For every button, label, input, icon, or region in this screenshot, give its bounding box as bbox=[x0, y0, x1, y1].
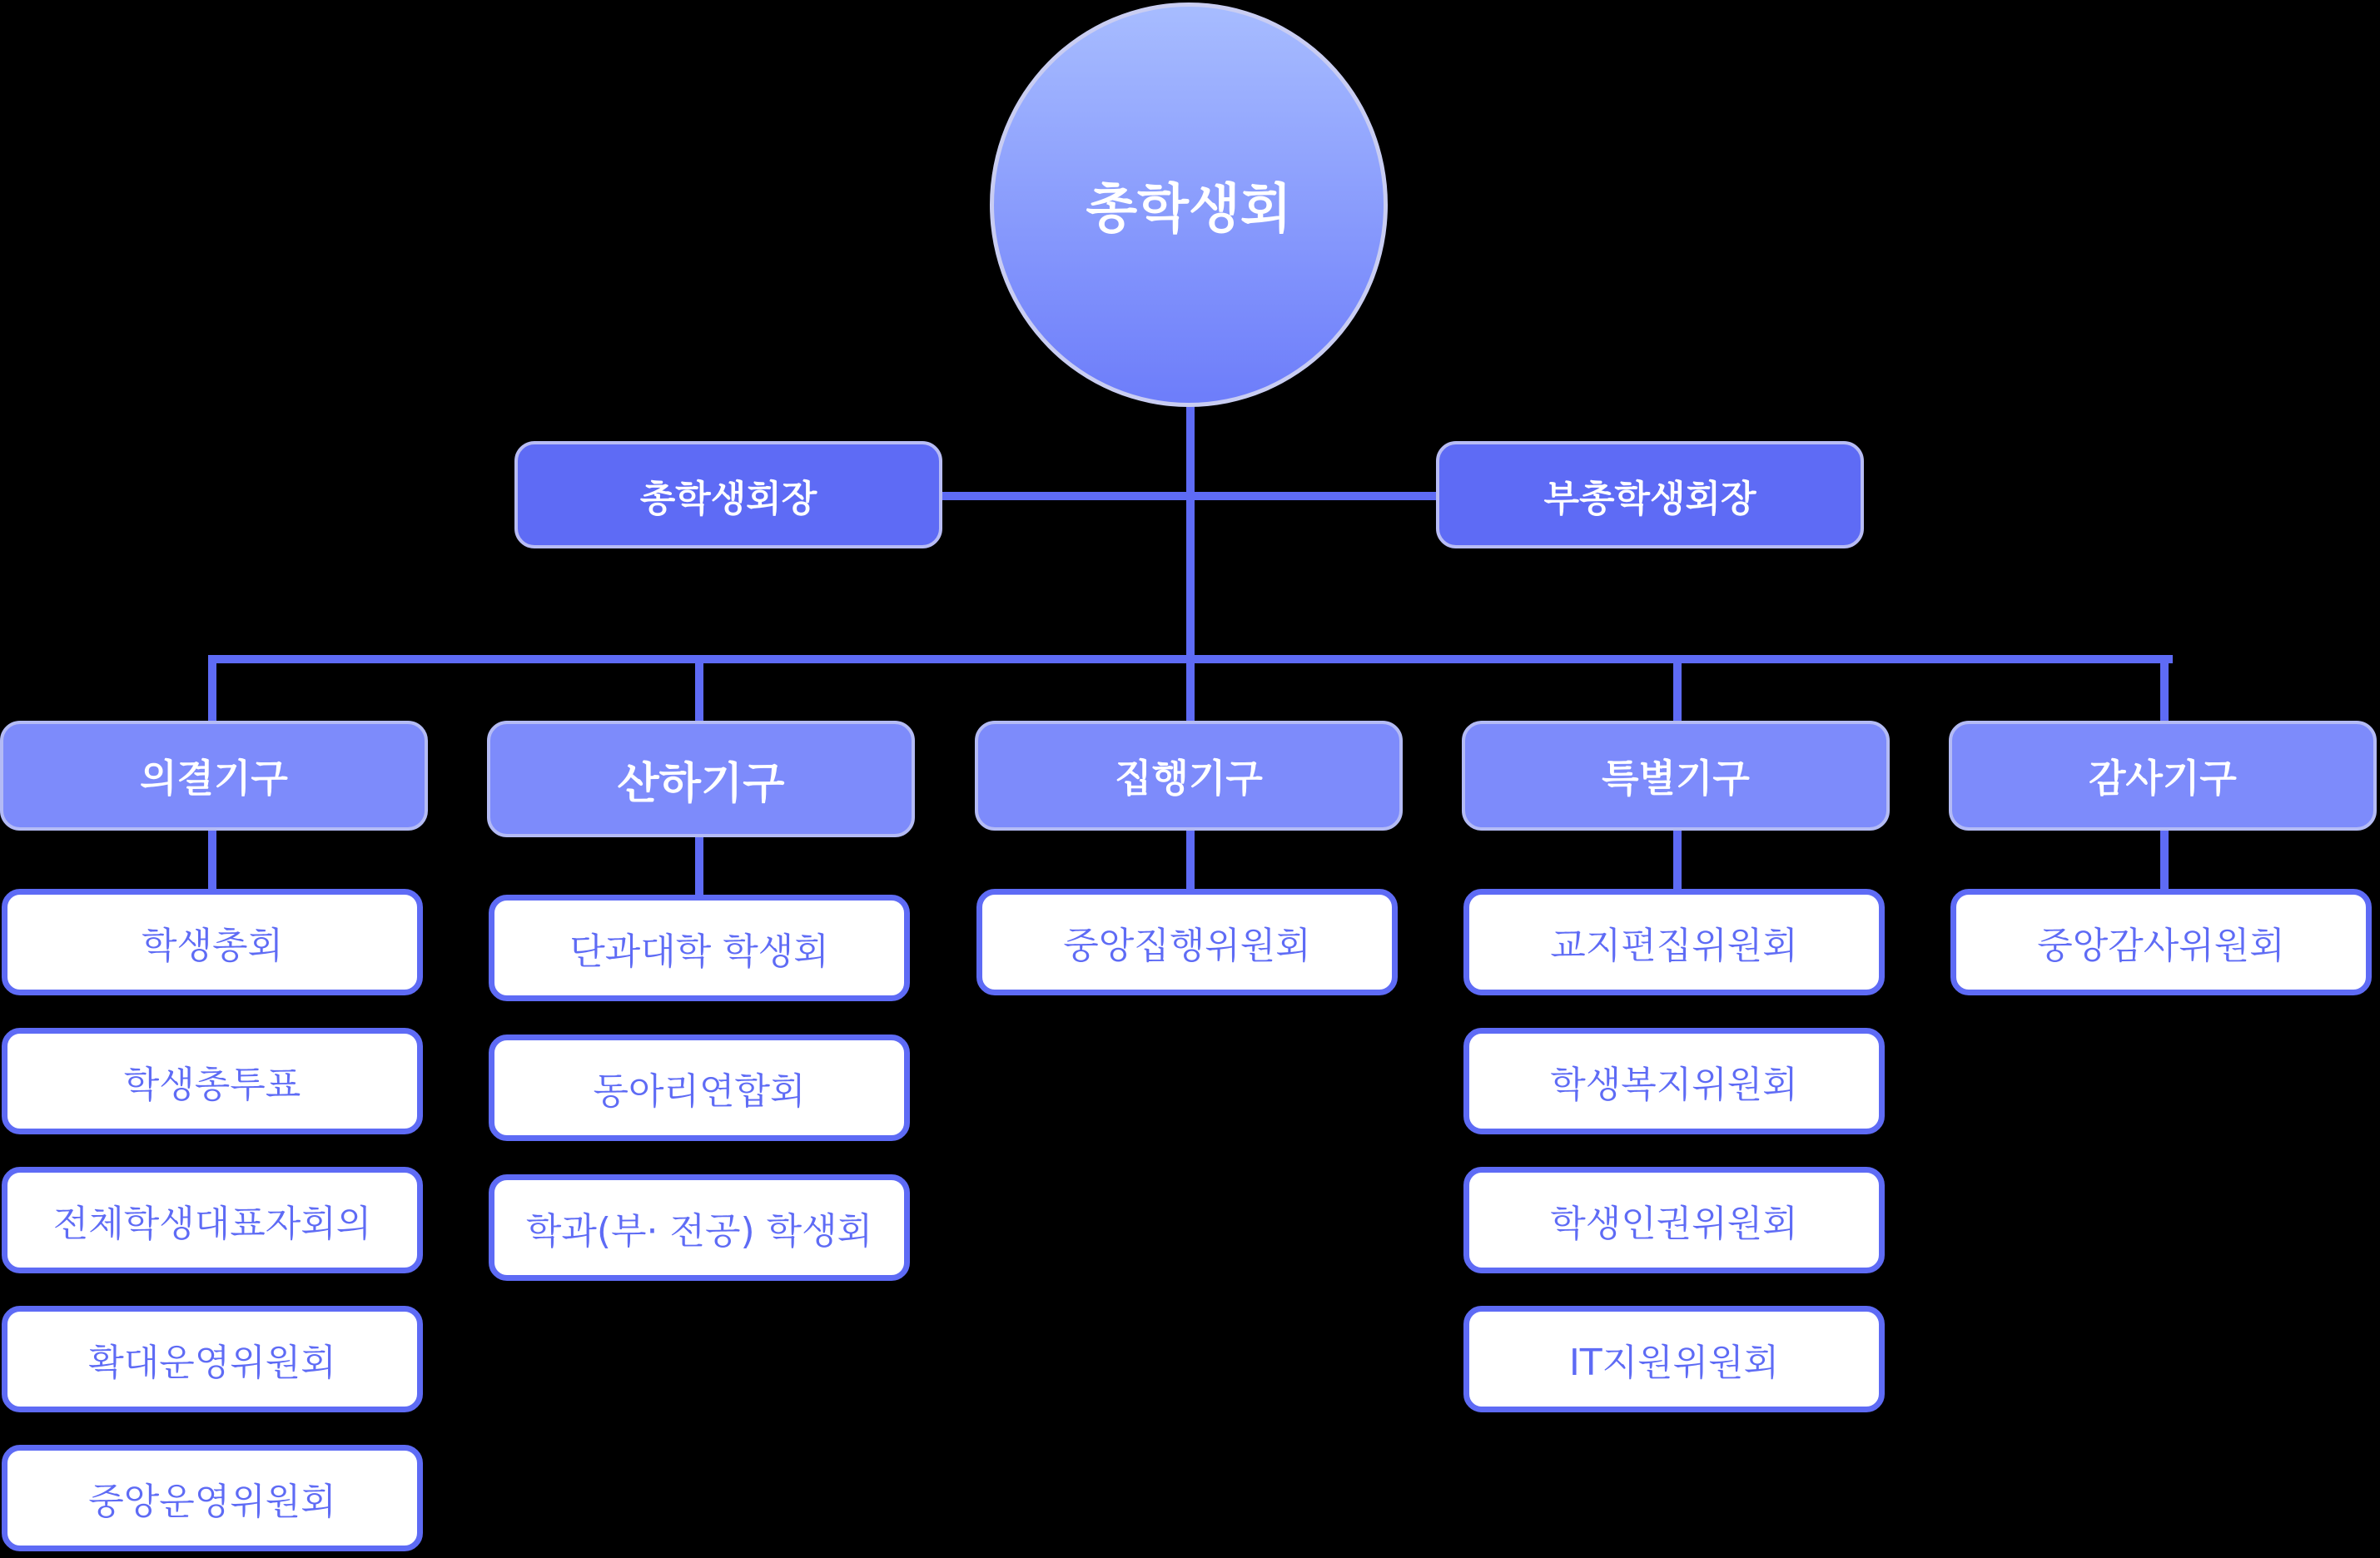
child-line-2 bbox=[1186, 828, 1195, 891]
child-label: IT지원위원회 bbox=[1568, 1342, 1780, 1384]
root-label: 총학생회 bbox=[1086, 179, 1292, 241]
child-node bbox=[489, 1174, 910, 1281]
child-label: 확대운영위원회 bbox=[88, 1342, 336, 1384]
drop-line-0 bbox=[208, 655, 216, 722]
child-line-4 bbox=[2160, 828, 2169, 891]
child-node bbox=[1463, 889, 1885, 995]
child-node bbox=[1463, 1306, 1885, 1412]
category-label: 집행기구 bbox=[1115, 756, 1263, 801]
child-node bbox=[1463, 1167, 1885, 1273]
category-decision bbox=[0, 721, 428, 831]
officer-line bbox=[937, 492, 1436, 500]
child-label: 학생총회 bbox=[141, 925, 283, 967]
drop-line-4 bbox=[2160, 655, 2169, 722]
child-node bbox=[489, 895, 910, 1001]
category-special bbox=[1462, 721, 1890, 831]
child-node bbox=[1950, 889, 2372, 995]
child-node bbox=[2, 889, 423, 995]
category-label: 산하기구 bbox=[617, 758, 785, 809]
child-label: 단과대학 학생회 bbox=[569, 930, 829, 973]
category-label: 감사기구 bbox=[2089, 756, 2237, 801]
child-label: 학생복지위원회 bbox=[1550, 1064, 1798, 1106]
child-label: 교지편집위원회 bbox=[1550, 925, 1798, 967]
drop-line-2 bbox=[1186, 655, 1195, 722]
category-label: 의결기구 bbox=[140, 756, 288, 801]
category-label: 특별기구 bbox=[1602, 756, 1750, 801]
drop-line-1 bbox=[695, 655, 703, 722]
officer-president-label: 총학생회장 bbox=[639, 477, 817, 520]
category-affiliated bbox=[487, 721, 915, 837]
child-label: 전체학생대표자회의 bbox=[52, 1203, 372, 1245]
child-label: 동아리연합회 bbox=[593, 1070, 806, 1113]
child-label: 학생인권위원회 bbox=[1550, 1203, 1798, 1245]
child-node bbox=[2, 1167, 423, 1273]
officer-vice-president bbox=[1436, 441, 1864, 548]
child-label: 학과(부· 전공) 학생회 bbox=[525, 1210, 873, 1253]
child-line-3 bbox=[1673, 828, 1682, 891]
child-label: 학생총투표 bbox=[123, 1064, 301, 1106]
child-label: 중앙운영위원회 bbox=[88, 1481, 336, 1523]
child-node bbox=[2, 1445, 423, 1551]
category-executive bbox=[975, 721, 1403, 831]
trunk-line bbox=[1186, 404, 1195, 663]
officer-vice-president-label: 부총학생회장 bbox=[1543, 477, 1756, 520]
root-node bbox=[990, 2, 1388, 407]
child-node bbox=[2, 1028, 423, 1134]
child-label: 중앙감사위원회 bbox=[2037, 925, 2285, 967]
drop-line-3 bbox=[1673, 655, 1682, 722]
child-node bbox=[1463, 1028, 1885, 1134]
child-line-1 bbox=[695, 828, 703, 896]
child-line-0 bbox=[208, 828, 216, 891]
child-label: 중앙집행위원회 bbox=[1063, 925, 1311, 967]
child-node bbox=[2, 1306, 423, 1412]
category-audit bbox=[1949, 721, 2377, 831]
child-node bbox=[489, 1035, 910, 1141]
child-node bbox=[976, 889, 1398, 995]
officer-president bbox=[514, 441, 942, 548]
